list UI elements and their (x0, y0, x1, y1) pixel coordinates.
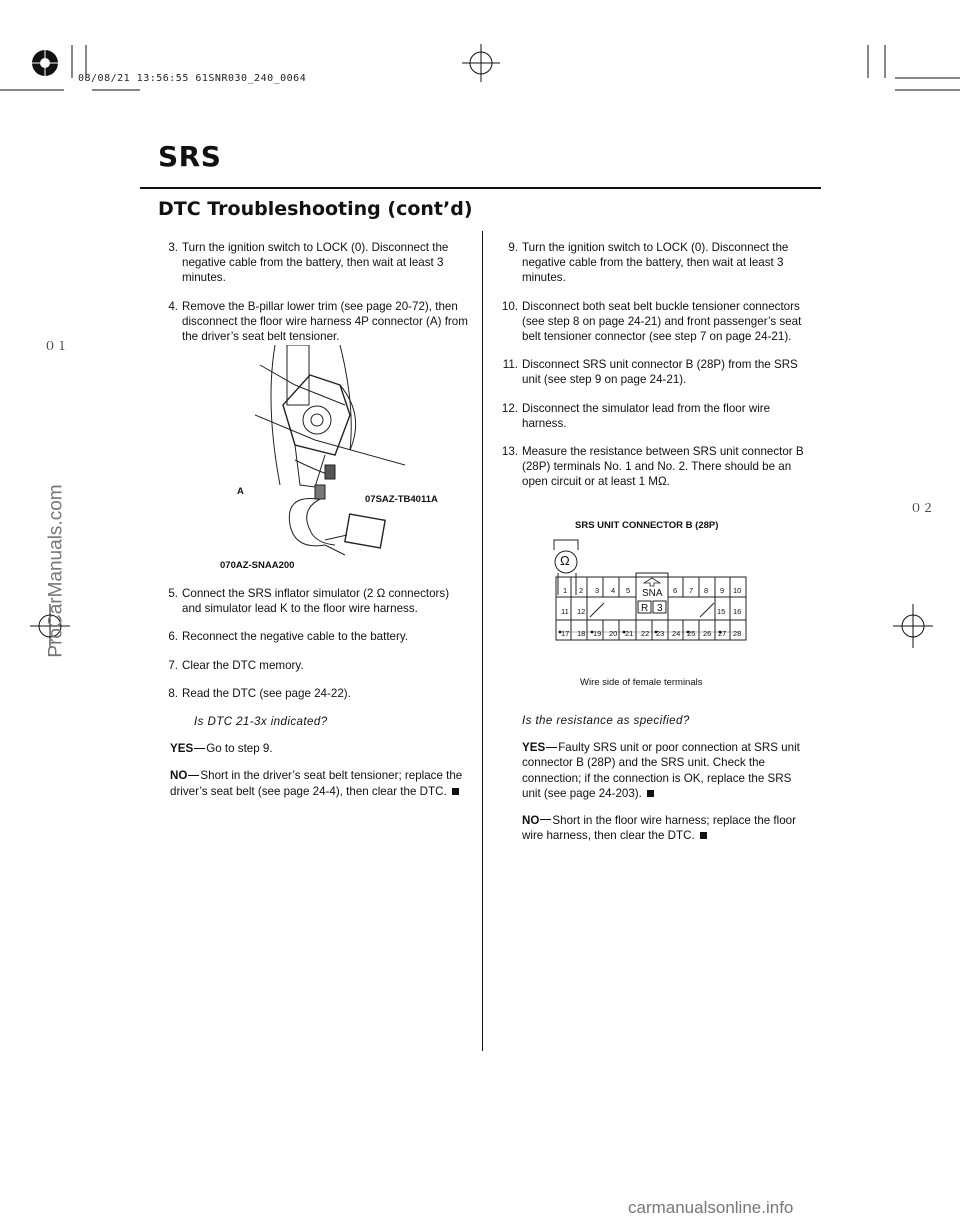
pin-label: 17 (561, 629, 570, 638)
connector-title: SRS UNIT CONNECTOR B (28P) (575, 520, 719, 531)
yes-answer: YES Go to step 9. (170, 742, 273, 756)
figure-label-part1: 07SAZ-TB4011A (365, 494, 438, 505)
pin-label: 25 (687, 629, 696, 638)
end-marker (700, 832, 707, 839)
margin-mark-right: ０２ (910, 501, 935, 515)
step: 12. Disconnect the simulator lead from the floor wire harness. (501, 401, 771, 430)
pin-label: 22 (641, 629, 650, 638)
step: 10. Disconnect both seat belt buckle tensioner connectors (see step 8 on page 24-21) and front passenger’s seat belt tensioner connector (see step 7 on page 24-21). (501, 299, 802, 344)
figure-label-a: A (237, 486, 244, 497)
bottom-watermark: carmanualsonline.info (628, 1198, 794, 1217)
column-divider (482, 231, 483, 1051)
connector-key-text: SNA (642, 588, 663, 599)
seat-belt-tensioner-figure (255, 345, 435, 570)
pin-label: 24 (672, 629, 681, 638)
pin-label: 3 (595, 586, 600, 595)
pin-label: 6 (673, 586, 678, 595)
connector-key-3: 3 (657, 603, 663, 614)
question: Is DTC 21-3x indicated? (194, 715, 328, 729)
pin-label: 19 (593, 629, 602, 638)
pin-label: 20 (609, 629, 618, 638)
step: 4. Remove the B-pillar lower trim (see page 20-72), then disconnect the floor wire harness 4P connector (A) from the driver’s seat belt tensioner. (168, 299, 468, 344)
page-title: DTC Troubleshooting (cont’d) (158, 198, 473, 220)
right-column-top (498, 240, 808, 503)
figure-label-part2: 070AZ-SNAA200 (220, 560, 295, 571)
step: 9. Turn the ignition switch to LOCK (0). Disconnect the negative cable from the battery, then wait at least 3 minutes. (508, 241, 789, 285)
ohm-meter-symbol: Ω (560, 553, 570, 568)
step: 5. Connect the SRS inflator simulator (2 Ω connectors) and simulator lead K to the floor wire harness. (168, 587, 450, 616)
pin-label: 12 (577, 607, 586, 616)
pin-label: 23 (656, 629, 665, 638)
no-answer: NO Short in the floor wire harness; replace the floor wire harness, then clear the DTC. (522, 814, 796, 843)
pin-label: 27 (718, 629, 727, 638)
pin-label: 8 (704, 586, 709, 595)
pin-label: 11 (561, 607, 569, 616)
connector-caption: Wire side of female terminals (580, 677, 703, 688)
right-column-bottom (498, 713, 808, 855)
pin-label: 10 (733, 586, 742, 595)
margin-mark-left: ０１ (44, 339, 69, 353)
question: Is the resistance as specified? (522, 714, 690, 727)
pin-label: 28 (733, 629, 742, 638)
pin-label: 18 (577, 629, 586, 638)
end-marker (647, 790, 654, 797)
pin-label: 5 (626, 586, 631, 595)
no-answer: NO Short in the driver’s seat belt tensioner; replace the driver’s seat belt (see page 24-4), then clear the DTC. (170, 769, 463, 798)
section-title: SRS (158, 140, 222, 173)
left-column-top (158, 240, 468, 357)
left-column-bottom (158, 586, 468, 811)
step: 11. Disconnect SRS unit connector B (28P) from the SRS unit (see step 9 on page 24-21). (502, 358, 798, 387)
yes-answer: YES Faulty SRS unit or poor connection at SRS unit connector B (28P) and the SRS unit. Check the connection; if the connection is OK, replace the SRS unit (see page 24-203). (522, 741, 800, 800)
pin-label: 15 (717, 607, 726, 616)
header-rule (140, 187, 821, 189)
step: 6. Reconnect the negative cable to the battery. (168, 630, 409, 644)
step: 8. Read the DTC (see page 24-22). (168, 686, 351, 700)
pin-label: 9 (720, 586, 725, 595)
end-marker (452, 788, 459, 795)
pin-label: 26 (703, 629, 712, 638)
pin-label: 1 (563, 586, 568, 595)
side-watermark: ProCarManuals.com (45, 484, 67, 658)
step: 7. Clear the DTC memory. (168, 658, 304, 672)
pin-label: 16 (733, 607, 742, 616)
pin-label: 4 (611, 586, 616, 595)
pin-label: 21 (625, 629, 634, 638)
step: 3. Turn the ignition switch to LOCK (0). Disconnect the negative cable from the battery, then wait at least 3 minutes. (168, 241, 449, 285)
connector-key-r: R (641, 603, 649, 614)
print-stamp: 08/08/21 13:56:55 61SNR030_240_0064 (78, 73, 307, 84)
pin-label: 2 (579, 586, 584, 595)
pin-label: 7 (689, 586, 694, 595)
step: 13. Measure the resistance between SRS unit connector B (28P) terminals No. 1 and No. 2. There should be an open circuit or at least 1 MΩ. (501, 445, 804, 489)
